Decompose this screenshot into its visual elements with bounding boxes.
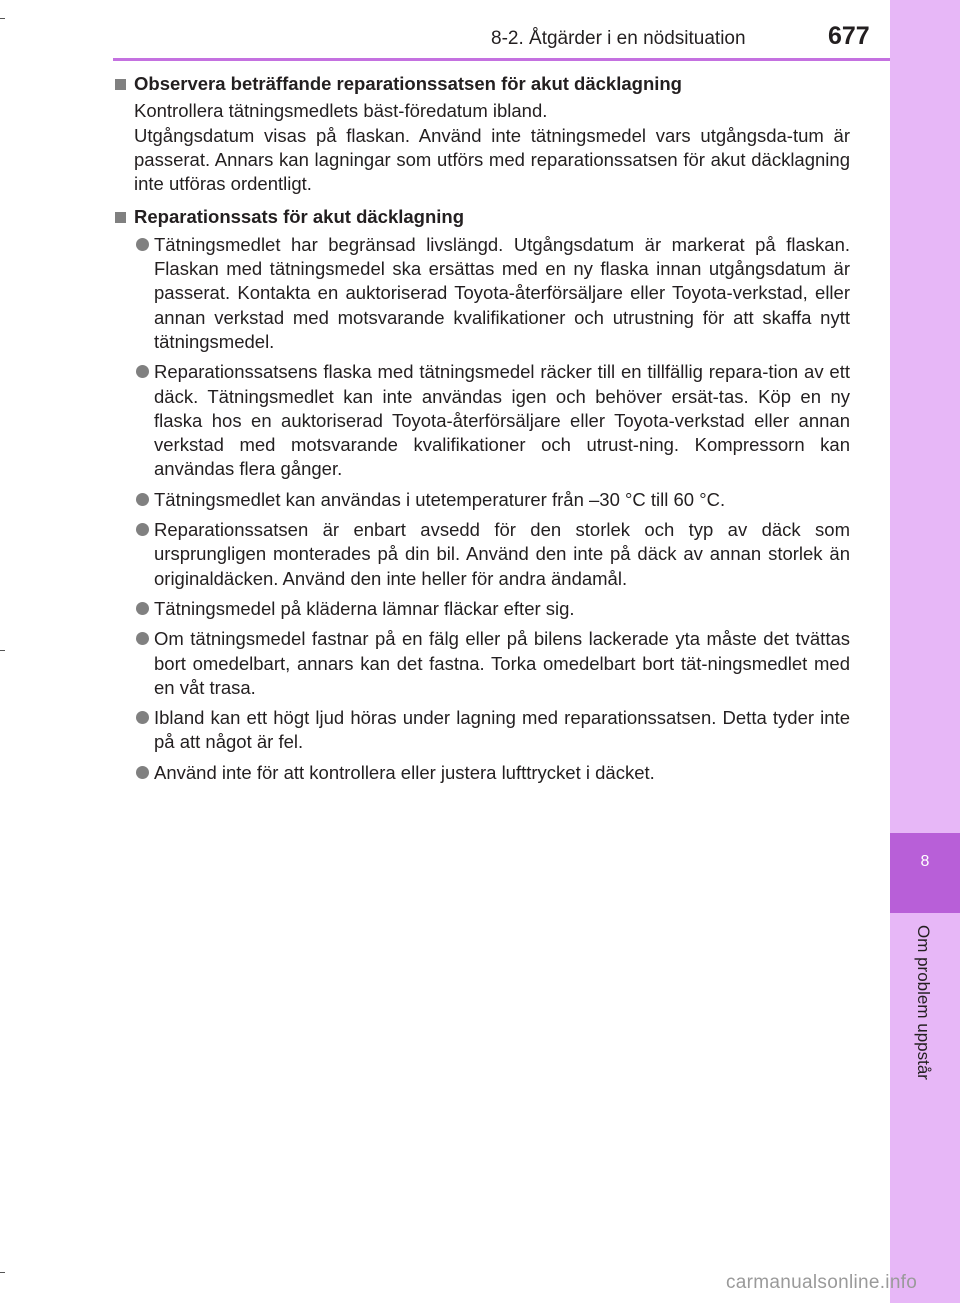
paragraph — [114, 99, 850, 196]
page-content — [114, 72, 850, 785]
section-heading-text: Observera beträffande reparationssatsen för akut däcklagning — [134, 73, 682, 94]
list-item-text: Ibland kan ett högt ljud höras under lagning med reparationssatsen. Detta tyder inte på att något är fel. — [154, 707, 850, 753]
circle-bullet-icon — [136, 365, 149, 378]
list-item — [114, 518, 850, 591]
section-heading — [114, 205, 850, 229]
section-heading — [114, 72, 850, 96]
list-item — [114, 597, 850, 621]
paragraph-line: Kontrollera tätningsmedlets bäst-föredatum ibland. — [134, 100, 548, 122]
list-item-text: Tätningsmedlet har begränsad livslängd. Utgångsdatum är markerat på flaskan. Flaskan med tätningsmedel ska ersättas med en ny flaska innan utgångsdatum är passerat. Kontakta en auktoriserad Toyota-återförsäljare eller Toyota-verkstad, eller annan verkstad med motsvarande kvalifikationer och utrustning för att skaffa nytt tätningsmedel. — [154, 233, 850, 352]
list-item-text: Använd inte för att kontrollera eller justera lufttrycket i däcket. — [154, 761, 655, 783]
paragraph-line: Utgångsdatum visas på flaskan. Använd inte tätningsmedel vars utgångsda-tum är passerat. Annars kan lagningar som utförs med reparationssatsen för akut däcklagning inte utföras ordentligt. — [134, 124, 850, 195]
circle-bullet-icon — [136, 766, 149, 779]
square-bullet-icon — [115, 79, 126, 90]
list-item-text: Tätningsmedel på kläderna lämnar fläckar efter sig. — [154, 597, 575, 619]
list-item-text: Tätningsmedlet kan användas i utetemperaturer från –30 °C till 60 °C. — [154, 488, 726, 510]
list-item — [114, 488, 850, 512]
chapter-number: 8 — [920, 853, 930, 870]
list-item — [114, 761, 850, 785]
circle-bullet-icon — [136, 493, 149, 506]
circle-bullet-icon — [136, 238, 149, 251]
list-item-text: Reparationssatsen är enbart avsedd för den storlek och typ av däck som ursprungligen monterades på din bil. Använd den inte på däck av annan storlek än originaldäcken. Använd den inte heller för andra ändamål. — [154, 519, 850, 589]
header-rule — [113, 58, 890, 61]
circle-bullet-icon — [136, 711, 149, 724]
crop-mark — [0, 18, 5, 19]
header-section-title: 8-2. Åtgärder i en nödsituation — [491, 28, 746, 49]
list-item — [114, 706, 850, 755]
section-heading-text: Reparationssats för akut däcklagning — [134, 206, 465, 228]
circle-bullet-icon — [136, 523, 149, 536]
list-item-text: Om tätningsmedel fastnar på en fälg eller på bilens lackerade yta måste det tvättas bort omedelbart, annars kan det fastna. Torka omedelbart bort tät-ningsmedlet med en våt trasa. — [154, 628, 850, 698]
list-item — [114, 233, 850, 354]
watermark-link[interactable]: carmanualsonline.info — [726, 1272, 918, 1293]
circle-bullet-icon — [136, 632, 149, 645]
crop-mark — [0, 650, 5, 651]
list-item — [114, 627, 850, 700]
chapter-title: Om problem uppstår — [914, 925, 933, 1080]
crop-mark — [0, 1272, 5, 1273]
chapter-tab — [890, 833, 960, 913]
square-bullet-icon — [115, 212, 126, 223]
page-number: 677 — [828, 22, 870, 50]
list-item — [114, 360, 850, 481]
circle-bullet-icon — [136, 602, 149, 615]
list-item-text: Reparationssatsens flaska med tätningsmedel räcker till en tillfällig repara-tion av ett däck. Tätningsmedlet kan inte användas igen och behöver ersät-tas. Köp en ny flaska hos en auktoriserad Toyota-återförsäljare eller Toyota-verkstad eller annan verkstad med motsvarande kvalifikationer och utrust-ning. Kompressorn kan användas flera gånger. — [154, 361, 850, 480]
side-tab — [890, 0, 960, 1303]
